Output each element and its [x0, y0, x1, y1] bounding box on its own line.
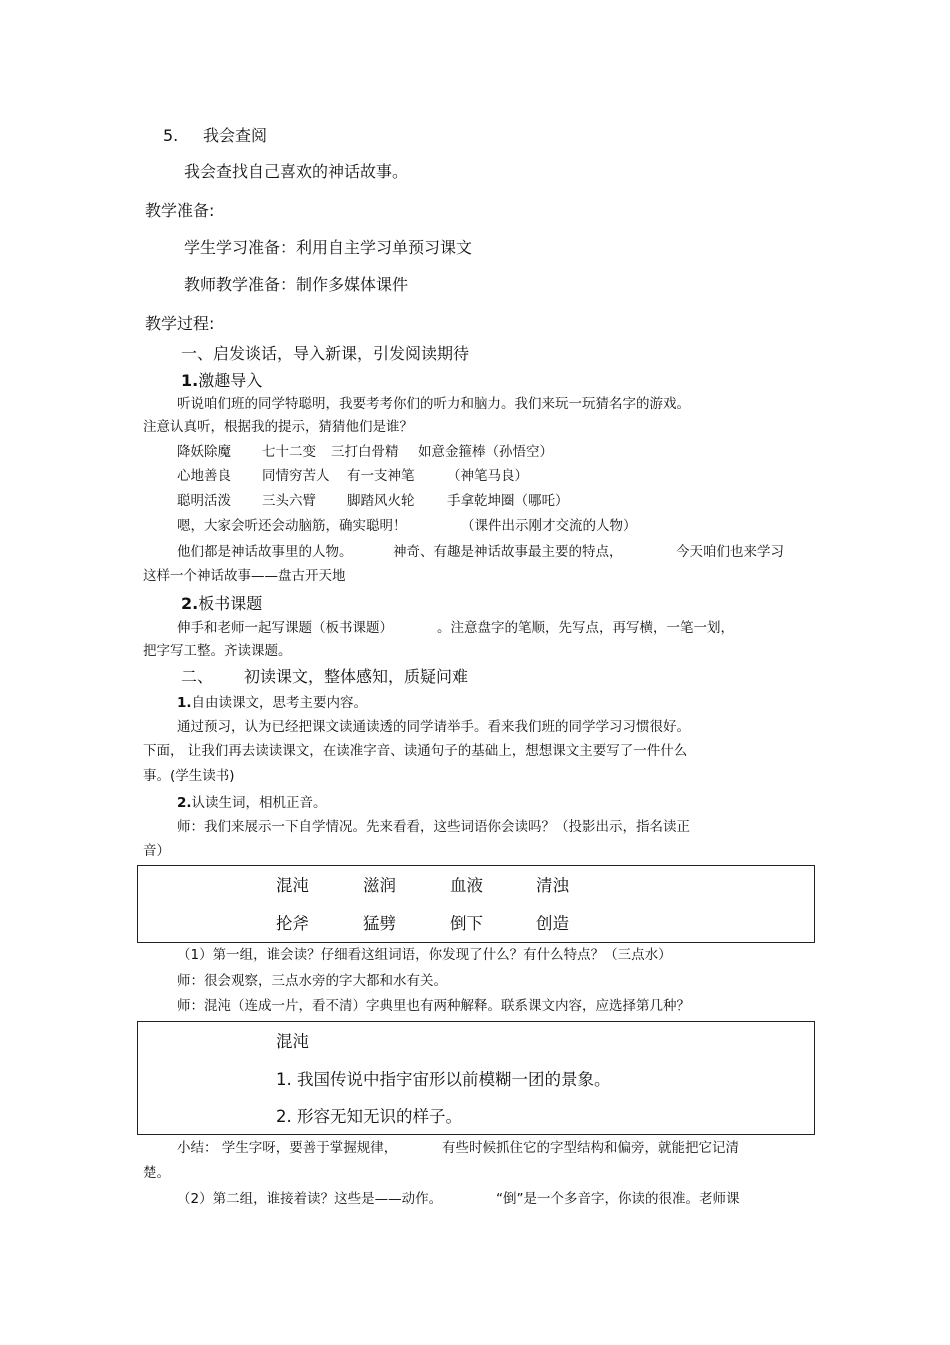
- definition-item: 2. 形容无知无识的样子。: [276, 1107, 462, 1126]
- clue-item: 如意金箍棒（孙悟空）: [418, 444, 553, 460]
- vocab-word: 猛劈: [363, 914, 396, 933]
- clue-item: 有一支神笔: [347, 468, 415, 484]
- paragraph-line: 伸手和老师一起写课题（板书课题）: [177, 620, 393, 636]
- part2-number: 二、: [181, 667, 214, 686]
- paragraph-line: 事。(学生读书): [143, 768, 235, 784]
- prep-teacher: 教师教学准备：制作多媒体课件: [184, 275, 409, 294]
- paragraph-line: 嗯，大家会听还会动脑筋，确实聪明！: [177, 518, 407, 534]
- paragraph-line: 音）: [143, 843, 170, 859]
- subheading-text: 自由读课文，思考主要内容。: [191, 695, 368, 711]
- clue-item: 七十二变: [262, 444, 316, 460]
- subheading-2-2: [177, 797, 327, 811]
- vocab-word: 倒下: [450, 914, 483, 933]
- paragraph-line: 师：混沌（连成一片，看不清）字典里也有两种解释。联系课文内容，应选择第几种？: [177, 998, 690, 1014]
- clue-item: 聪明活泼: [177, 493, 231, 509]
- subheading-2-1: [177, 697, 367, 711]
- clue-item: 心地善良: [177, 468, 231, 484]
- section-body: 我会查找自己喜欢的神话故事。: [184, 162, 409, 181]
- paragraph-line: 注意认真听，根据我的提示，猜猜他们是谁？: [143, 419, 413, 435]
- clue-item: 三头六臂: [262, 493, 316, 509]
- paragraph-line: 他们都是神话故事里的人物。: [177, 544, 353, 560]
- process-heading: 教学过程:: [145, 314, 215, 333]
- paragraph-line: 。注意盘字的笔顺，先写点，再写横，一笔一划，: [437, 620, 734, 636]
- prep-student: 学生学习准备：利用自主学习单预习课文: [184, 238, 473, 257]
- paragraph-line: “倒”是一个多音字，你读的很准。老师课: [496, 1191, 740, 1207]
- clue-item: 降妖除魔: [177, 444, 231, 460]
- vocab-word: 血液: [450, 876, 483, 895]
- paragraph-line: （1）第一组，谁会读？仔细看这组词语，你发现了什么？有什么特点？（三点水）: [177, 947, 672, 963]
- prep-heading: 教学准备:: [145, 201, 215, 220]
- paragraph-line: （课件出示刚才交流的人物）: [461, 518, 637, 534]
- clue-item: 同情穷苦人: [262, 468, 330, 484]
- paragraph-line: 今天咱们也来学习: [676, 544, 784, 560]
- paragraph-line: 下面， 让我们再去读读课文，在读准字音、读通句子的基础上，想想课文主要写了一件什么: [143, 743, 688, 759]
- part2-heading: 初读课文，整体感知，质疑问难: [244, 667, 469, 686]
- paragraph-line: 师：我们来展示一下自学情况。先来看看，这些词语你会读吗？（投影出示，指名读正: [177, 819, 690, 835]
- paragraph-line: 师：很会观察，三点水旁的字大都和水有关。: [177, 973, 447, 989]
- section-number: 5.: [163, 126, 179, 145]
- paragraph-line: 把字写工整。齐读课题。: [143, 643, 292, 659]
- vocab-word: 滋润: [363, 876, 396, 895]
- clue-item: 手拿乾坤圈（哪吒）: [447, 493, 569, 509]
- subheading-text: 板书课题: [198, 594, 263, 613]
- vocab-word: 混沌: [276, 876, 309, 895]
- subheading-number: 2.: [177, 795, 192, 811]
- definition-word: 混沌: [276, 1032, 309, 1051]
- subheading-number: 2.: [181, 594, 199, 613]
- vocabulary-box: [137, 865, 815, 943]
- subheading-text: 激趣导入: [198, 371, 263, 390]
- part1-heading: 一、启发谈话，导入新课，引发阅读期待: [181, 344, 470, 363]
- definition-box: [137, 1021, 815, 1135]
- paragraph-line: 听说咱们班的同学特聪明，我要考考你们的听力和脑力。我们来玩一玩猜名字的游戏。: [177, 396, 690, 412]
- paragraph-line: 有些时候抓住它的字型结构和偏旁，就能把它记清: [442, 1140, 739, 1156]
- subheading-1-1: [181, 373, 262, 389]
- vocab-word: 创造: [536, 914, 569, 933]
- clue-item: 脚踏风火轮: [347, 493, 415, 509]
- paragraph-line: 神奇、有趣是神话故事最主要的特点，: [393, 544, 623, 560]
- clue-item: 三打白骨精: [331, 444, 399, 460]
- subheading-1-2: [181, 596, 262, 612]
- paragraph-line: 这样一个神话故事——盘古开天地: [143, 568, 346, 584]
- paragraph-line: 楚。: [143, 1165, 170, 1181]
- subheading-text: 认读生词，相机正音。: [191, 795, 327, 811]
- subheading-number: 1.: [181, 371, 199, 390]
- definition-item: 1. 我国传说中指宇宙形以前模糊一团的景象。: [276, 1070, 611, 1089]
- paragraph-line: 通过预习，认为已经把课文读通读透的同学请举手。看来我们班的同学学习习惯很好。: [177, 719, 690, 735]
- vocab-word: 清浊: [536, 876, 569, 895]
- paragraph-line: 小结： 学生字呀，要善于掌握规律，: [177, 1140, 398, 1156]
- subheading-number: 1.: [177, 695, 192, 711]
- paragraph-line: （2）第二组，谁接着读？这些是——动作。: [177, 1191, 443, 1207]
- section-title: 我会查阅: [203, 126, 268, 145]
- clue-item: （神笔马良）: [447, 468, 528, 484]
- vocab-word: 抡斧: [276, 914, 309, 933]
